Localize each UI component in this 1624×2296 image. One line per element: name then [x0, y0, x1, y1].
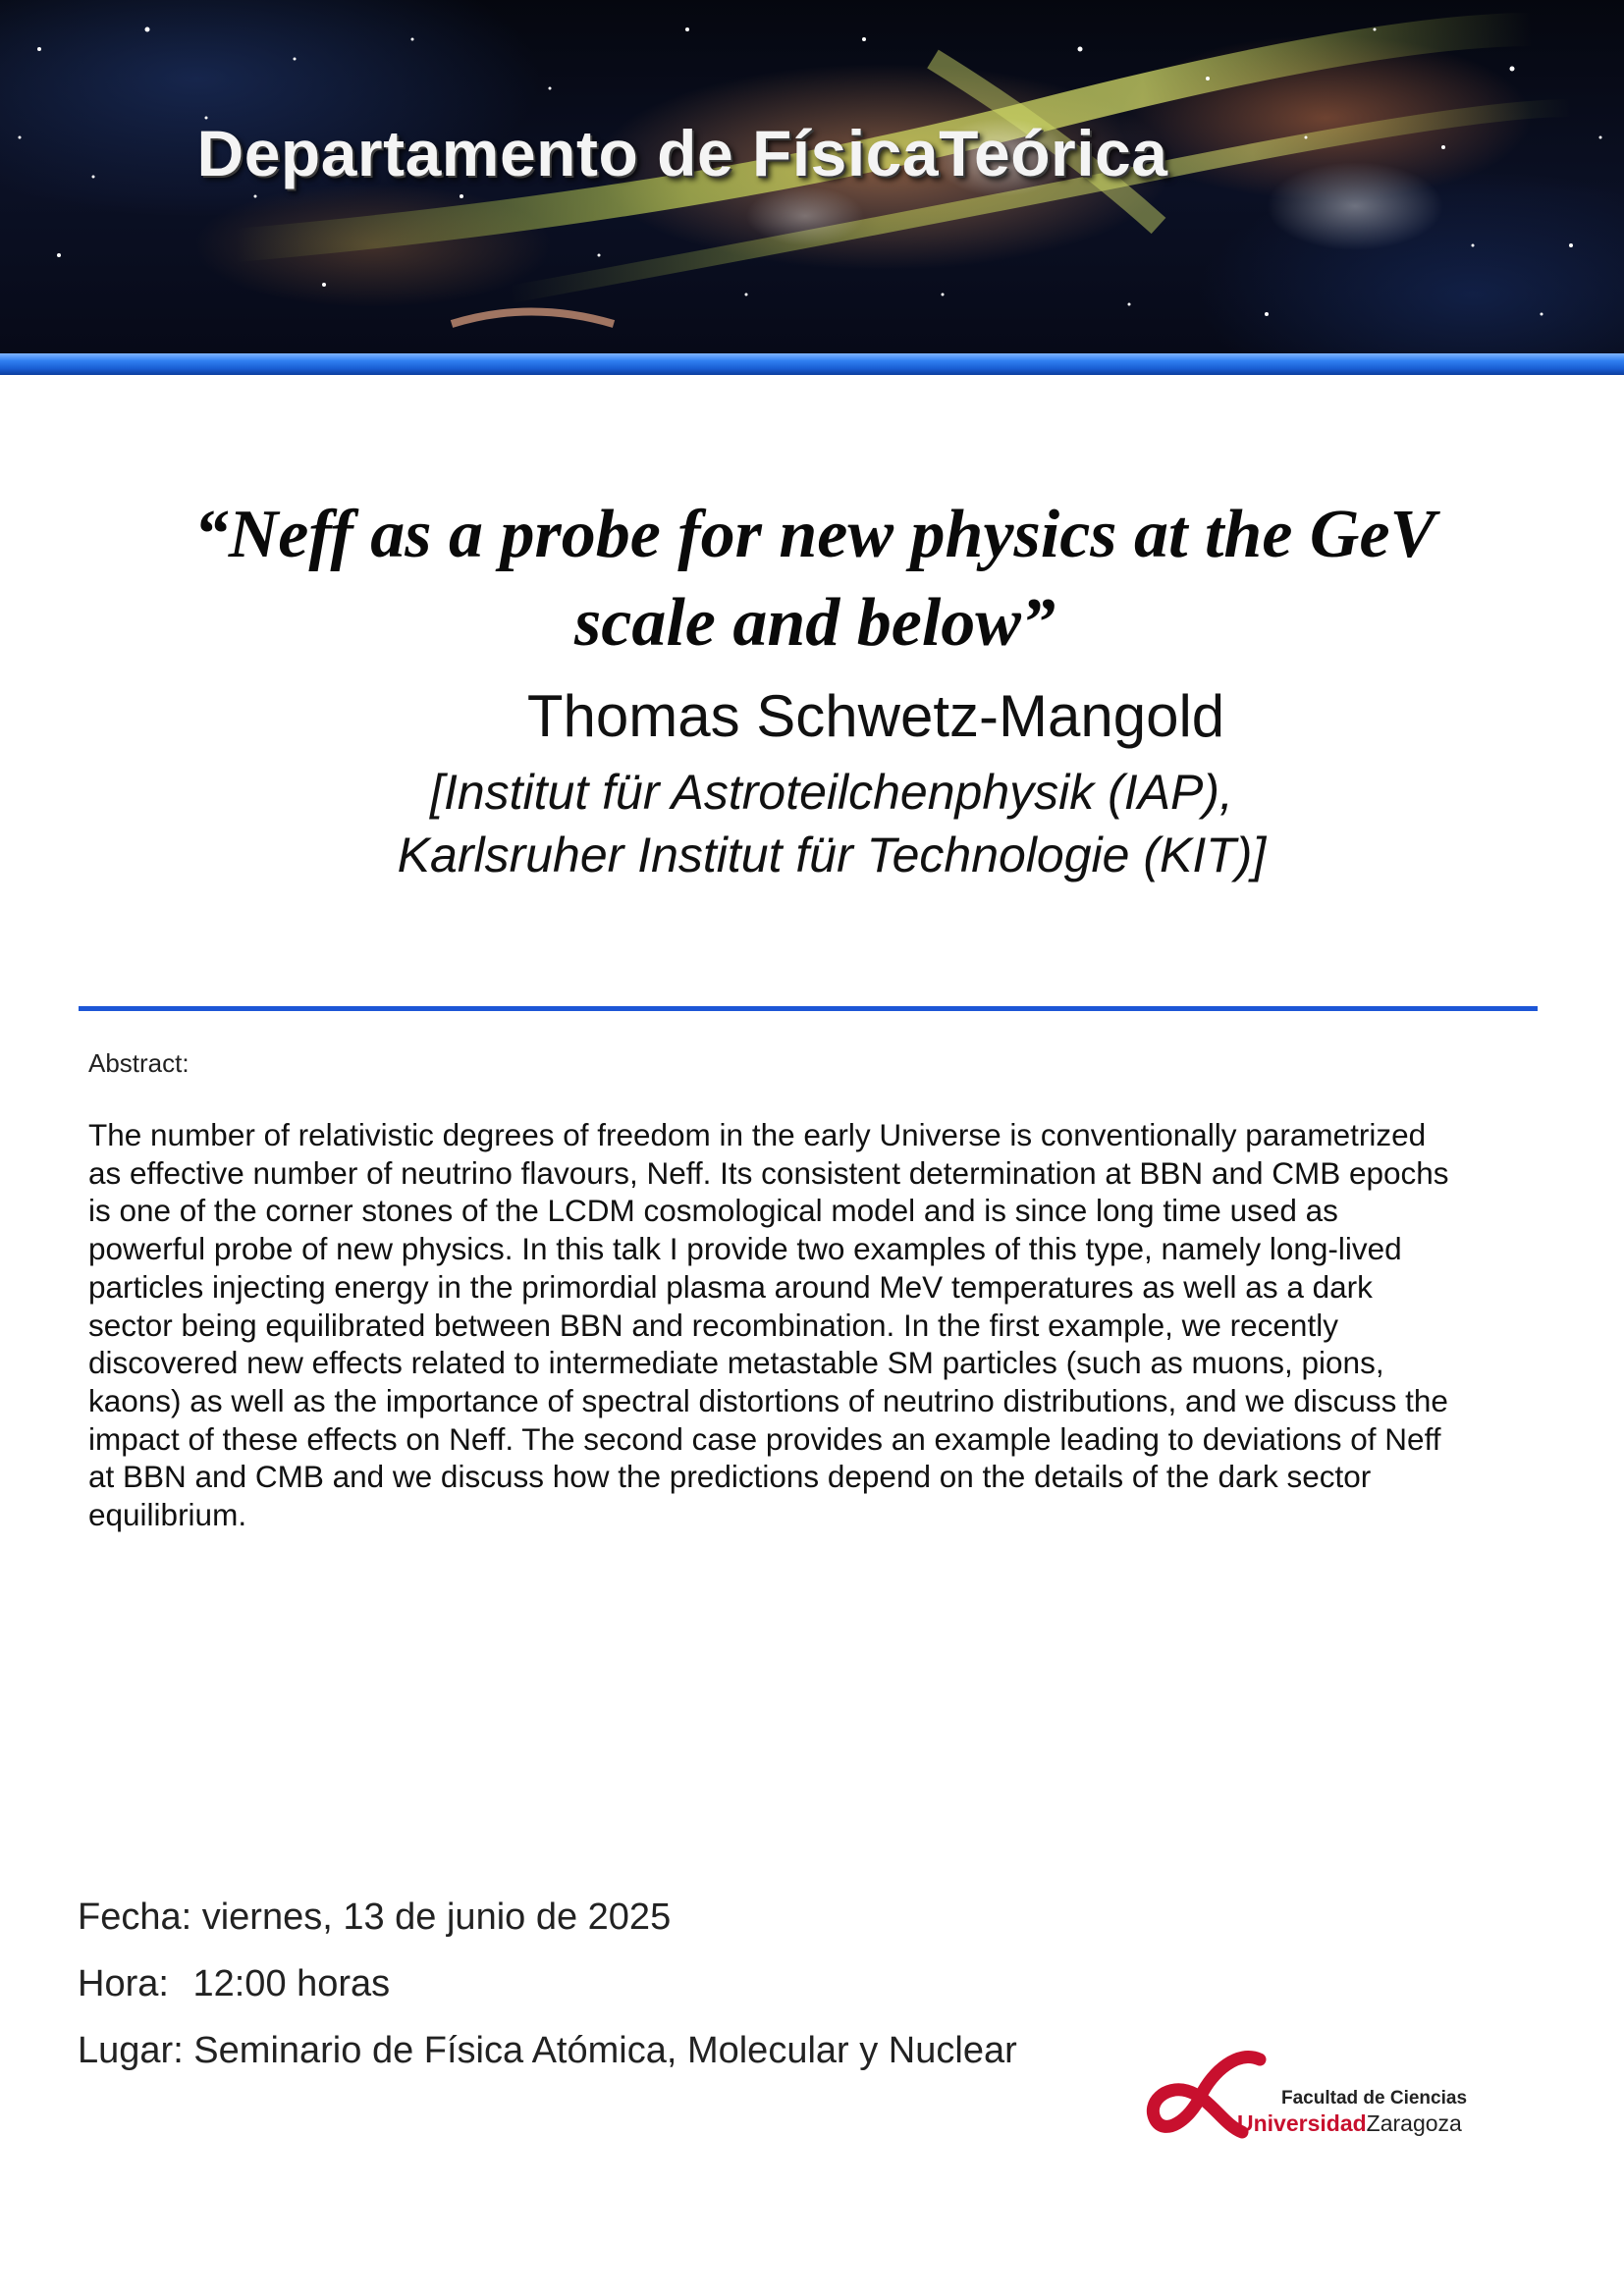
abstract-line: at BBN and CMB and we discuss how the predictions depend on the details of the dark sector	[88, 1459, 1372, 1495]
affiliation-line2: Karlsruher Institut für Technologie (KIT)]	[397, 828, 1267, 882]
header-banner	[0, 0, 1624, 353]
speaker-name: Thomas Schwetz-Mangold	[526, 683, 1225, 749]
time-value: 12:00 horas	[182, 1963, 391, 2004]
university-logo	[1144, 2042, 1478, 2150]
talk-title-line1: “Neff as a probe for new physics at the GeV	[193, 497, 1436, 572]
abstract-line: impact of these effects on Neff. The second case provides an example leading to deviations of Neff	[88, 1420, 1441, 1457]
university-name	[1237, 2110, 1462, 2137]
talk-title-line2: scale and below”	[574, 585, 1056, 661]
abstract-line: kaons) as well as the importance of spectral distortions of neutrino distributions, and we discuss the	[88, 1382, 1448, 1418]
abstract-line: discovered new effects related to intermediate metastable SM particles (such as muons, pions,	[88, 1345, 1384, 1381]
abstract-line: The number of relativistic degrees of freedom in the early Universe is conventionally parametrized	[88, 1117, 1427, 1152]
university-name-city: Zaragoza	[1366, 2110, 1462, 2136]
abstract-line: is one of the corner stones of the LCDM cosmological model and is since long time used as	[88, 1193, 1338, 1229]
date-value: viernes, 13 de junio de 2025	[191, 1896, 672, 1938]
time-label: Hora:	[78, 1963, 169, 2004]
place-row	[78, 2030, 1017, 2097]
abstract-label: Abstract:	[88, 1048, 189, 1078]
place-value: Seminario de Física Atómica, Molecular y Nuclear	[183, 2030, 1017, 2071]
abstract-line: powerful probe of new physics. In this talk I provide two examples of this type, namely long-lived	[88, 1231, 1402, 1267]
abstract-text	[88, 1116, 1542, 1534]
department-title: Departamento de FísicaTeórica	[196, 117, 1168, 189]
university-name-bold: Universidad	[1237, 2110, 1367, 2136]
affiliation-line1: [Institut für Astroteilchenphysik (IAP),	[430, 765, 1233, 820]
abstract-line: sector being equilibrated between BBN and recombination. In the first example, we recently	[88, 1307, 1338, 1343]
event-details	[78, 1896, 1017, 2097]
time-row	[78, 1963, 1017, 2030]
date-row	[78, 1896, 1017, 1963]
speaker-affiliation	[0, 761, 1624, 886]
place-label: Lugar:	[78, 2030, 184, 2071]
abstract-line: as effective number of neutrino flavours, Neff. Its consistent determination at BBN and CMB epochs	[88, 1154, 1449, 1191]
faculty-name: Facultad de Ciencias	[1281, 2088, 1468, 2109]
header-stripe	[0, 353, 1624, 375]
abstract-line: equilibrium.	[88, 1497, 247, 1533]
abstract-line: particles injecting energy in the primordial plasma around MeV temperatures as well as a dark	[88, 1268, 1373, 1305]
section-divider	[79, 1006, 1538, 1011]
date-label: Fecha:	[78, 1896, 192, 1938]
talk-title	[79, 491, 1551, 667]
